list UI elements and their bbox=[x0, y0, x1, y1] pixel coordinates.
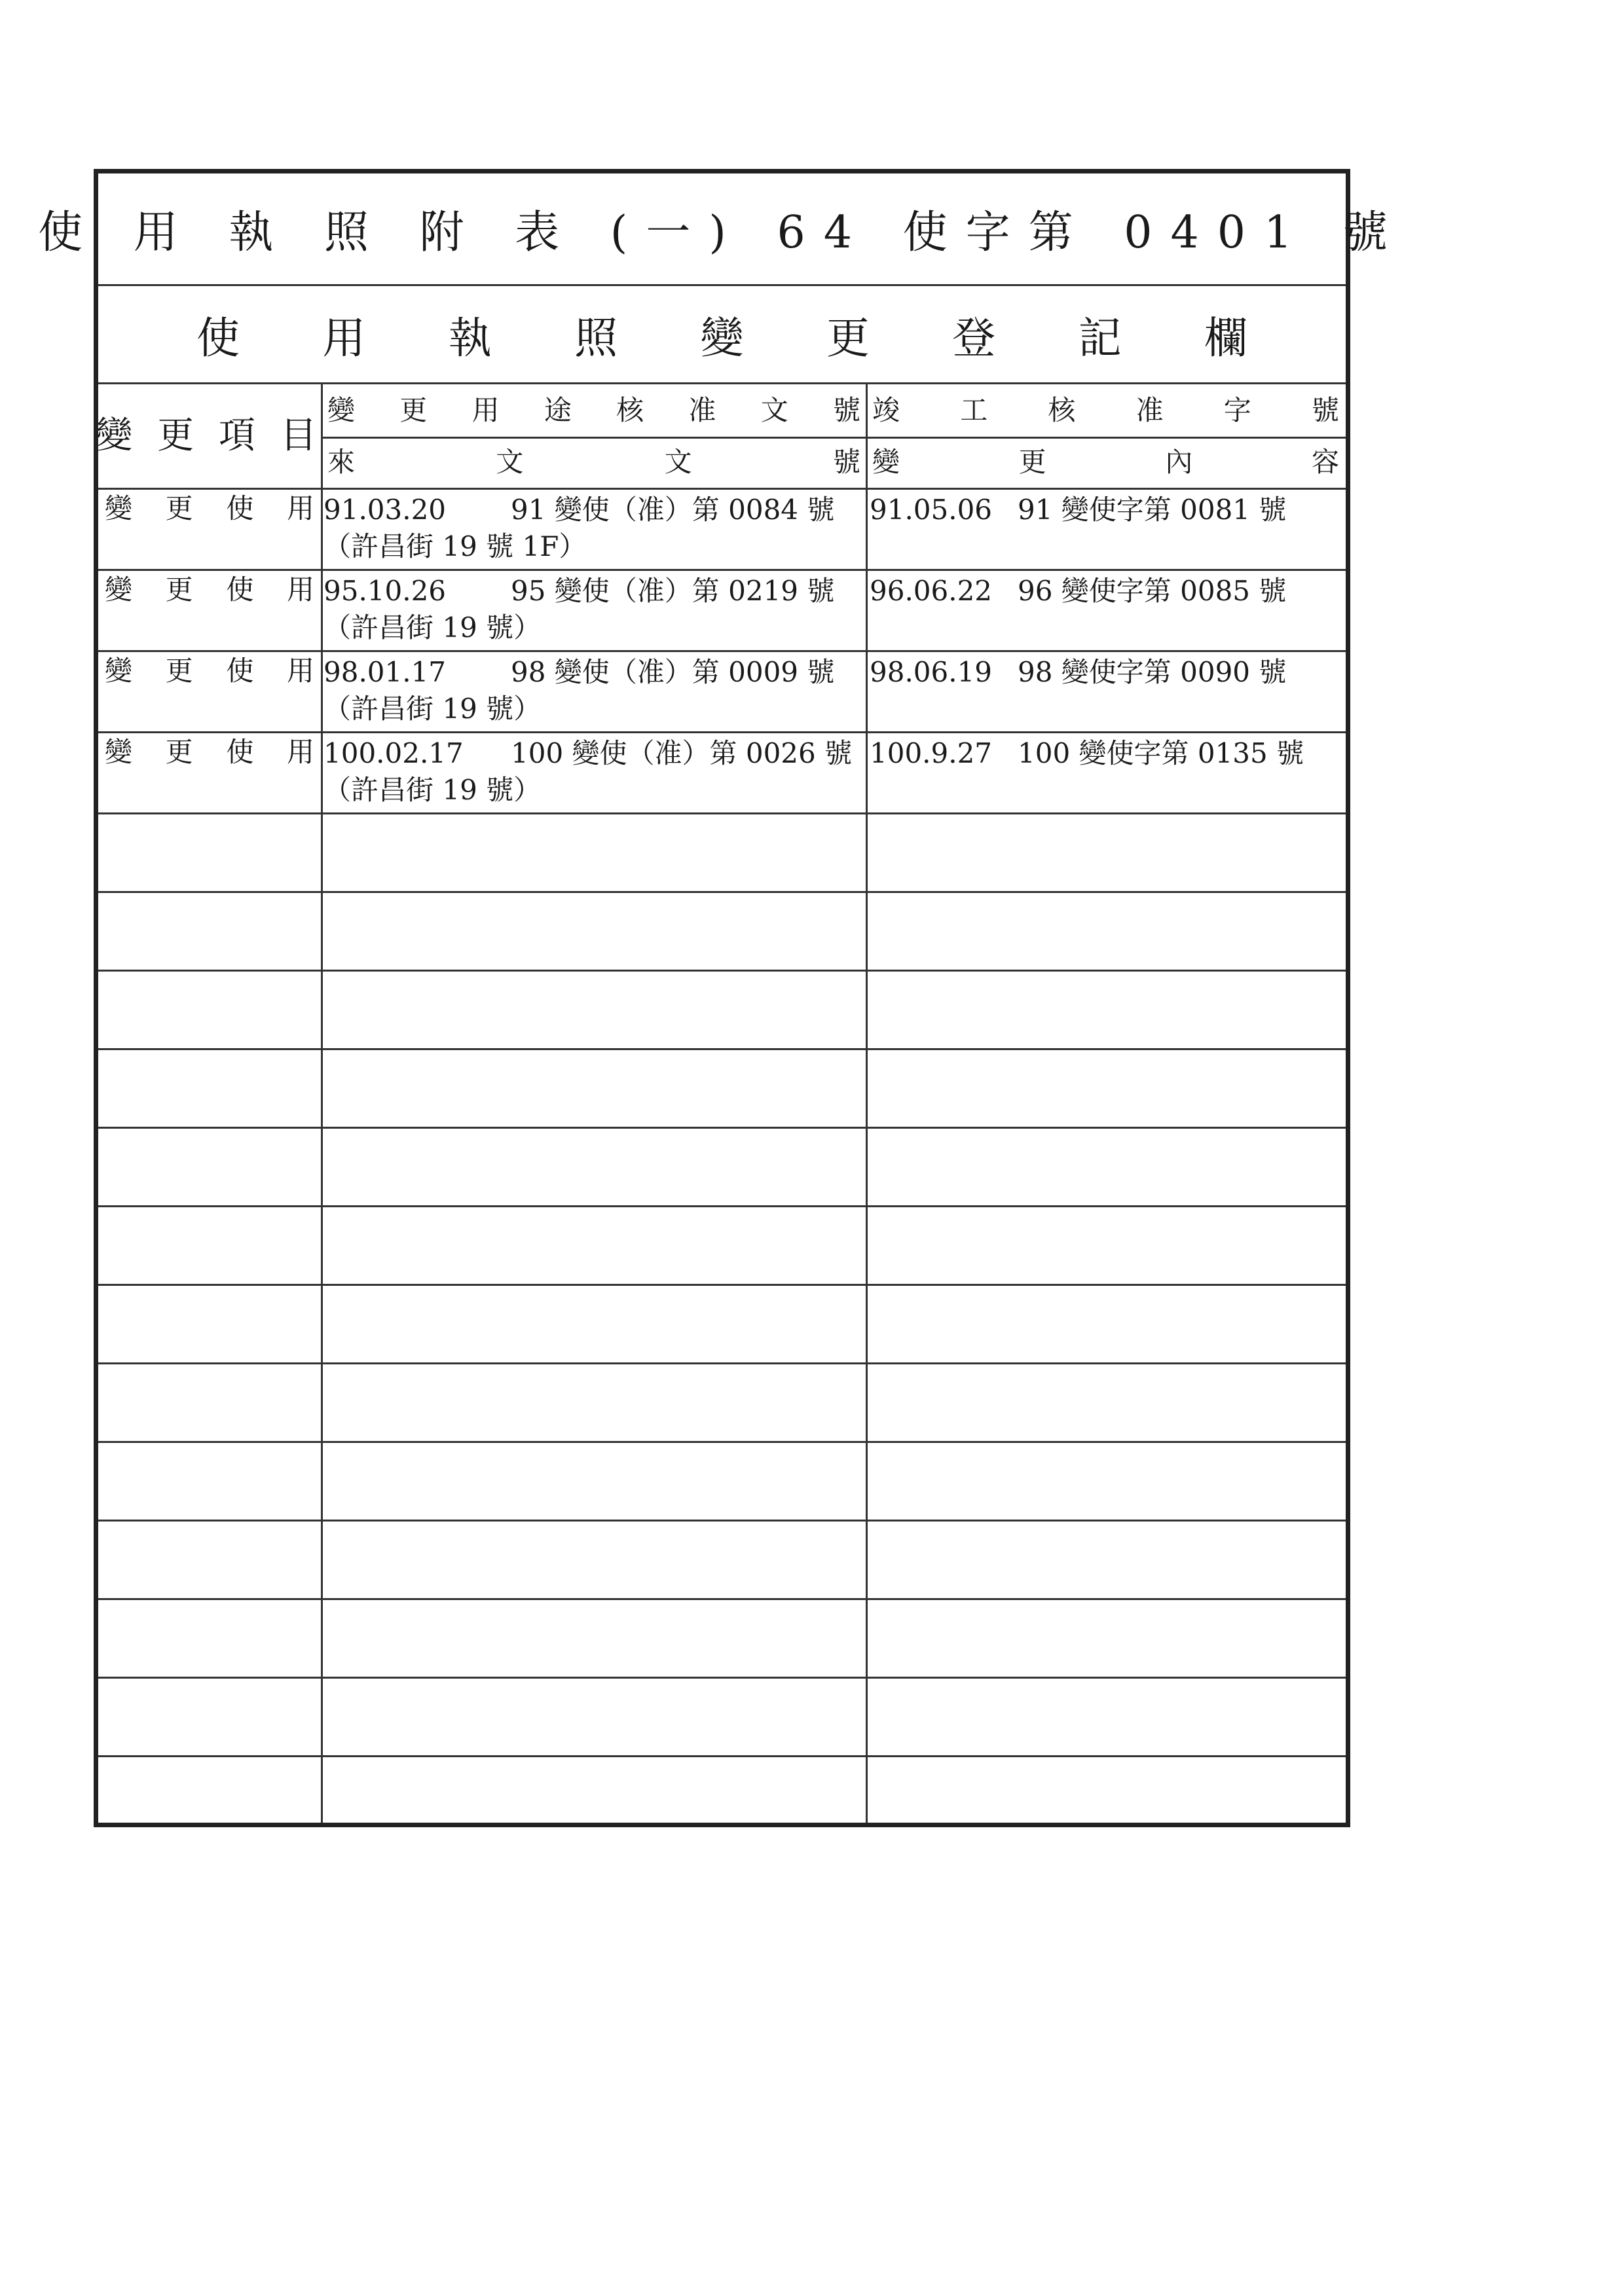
heading-char: 號 bbox=[832, 446, 860, 478]
heading-char: 更 bbox=[165, 655, 193, 687]
heading-char: 更 bbox=[165, 574, 193, 606]
heading-char: 容 bbox=[1311, 446, 1339, 478]
heading-char: 更 bbox=[1018, 446, 1046, 478]
heading-char: 用 bbox=[471, 394, 500, 426]
row-divider bbox=[98, 1755, 1346, 1757]
heading-char: 記 bbox=[1078, 313, 1122, 363]
heading-char: 照 bbox=[574, 313, 618, 363]
heading-char: 更 bbox=[399, 394, 428, 426]
form-title: 使 用 執 照 附 表 (一) 64 使字第 0401 號 bbox=[38, 207, 1406, 259]
row-divider bbox=[98, 1284, 1346, 1286]
record-item bbox=[101, 734, 318, 771]
heading-char: 內 bbox=[1165, 446, 1193, 478]
heading-char: 文 bbox=[760, 394, 788, 426]
record-approval-doc: 95 變使（准）第 0219 號 bbox=[511, 575, 835, 607]
heading-char: 准 bbox=[1135, 394, 1164, 426]
header-mid-line bbox=[321, 437, 1346, 439]
completion-approval-header bbox=[868, 384, 1343, 437]
record-item bbox=[101, 653, 318, 689]
record-completion-date: 91.05.06 bbox=[870, 494, 993, 526]
record-date: 98.01.17 bbox=[323, 656, 447, 688]
record-completion-date: 100.9.27 bbox=[870, 737, 993, 769]
heading-char: 途 bbox=[544, 394, 572, 426]
record-completion-doc: 96 變使字第 0085 號 bbox=[1018, 575, 1287, 607]
heading-char: 更 bbox=[826, 313, 870, 363]
row-divider bbox=[98, 650, 1346, 652]
heading-char: 使 bbox=[226, 736, 254, 768]
heading-char: 文 bbox=[496, 446, 524, 478]
record-address: （許昌街 19 號 1F） bbox=[323, 530, 587, 562]
record-item bbox=[101, 572, 318, 608]
column-divider bbox=[866, 384, 868, 1823]
heading-char: 執 bbox=[448, 313, 492, 363]
heading-char: 號 bbox=[1311, 394, 1339, 426]
column-divider bbox=[321, 384, 323, 1823]
row-divider bbox=[98, 1441, 1346, 1443]
form-subtitle bbox=[98, 303, 1346, 365]
heading-char: 更 bbox=[165, 736, 193, 768]
record-completion-doc: 98 變使字第 0090 號 bbox=[1018, 656, 1287, 688]
row-divider bbox=[98, 1520, 1346, 1522]
row-divider bbox=[98, 891, 1346, 893]
row-divider bbox=[98, 1362, 1346, 1364]
form-subtitle-row bbox=[98, 286, 1346, 384]
row-divider bbox=[98, 970, 1346, 972]
record-completion-doc: 100 變使字第 0135 號 bbox=[1018, 737, 1304, 769]
change-content-header bbox=[868, 437, 1343, 488]
heading-char: 准 bbox=[688, 394, 716, 426]
record-address: （許昌街 19 號） bbox=[323, 611, 542, 644]
heading-char: 欄 bbox=[1204, 313, 1247, 363]
heading-char: 用 bbox=[322, 313, 366, 363]
heading-char: 竣 bbox=[872, 394, 900, 426]
heading-char: 變 bbox=[105, 492, 133, 524]
record-date: 95.10.26 bbox=[323, 575, 447, 607]
record-date: 91.03.20 bbox=[323, 494, 447, 526]
header-bottom-line bbox=[98, 488, 1346, 490]
record-address: （許昌街 19 號） bbox=[323, 693, 542, 725]
heading-char: 號 bbox=[832, 394, 860, 426]
heading-char: 變 bbox=[105, 574, 133, 606]
record-completion-doc: 91 變使字第 0081 號 bbox=[1018, 494, 1287, 526]
heading-char: 用 bbox=[286, 655, 314, 687]
heading-char: 核 bbox=[616, 394, 644, 426]
row-divider bbox=[98, 731, 1346, 733]
heading-char: 更 bbox=[165, 492, 193, 524]
record-item bbox=[101, 490, 318, 527]
heading-char: 登 bbox=[952, 313, 996, 363]
heading-char: 使 bbox=[226, 655, 254, 687]
record-approval-doc: 91 變使（准）第 0084 號 bbox=[511, 494, 835, 526]
heading-char: 文 bbox=[664, 446, 692, 478]
form-title-row bbox=[38, 173, 1406, 286]
change-registration-table bbox=[98, 384, 1346, 1823]
record-completion-date: 98.06.19 bbox=[870, 656, 993, 688]
row-divider bbox=[98, 1048, 1346, 1050]
approval-doc-header bbox=[323, 384, 864, 437]
row-divider bbox=[98, 1677, 1346, 1679]
row-divider bbox=[98, 812, 1346, 814]
usage-license-appendix-form bbox=[38, 169, 1406, 1827]
heading-char: 變 bbox=[872, 446, 900, 478]
heading-char: 使 bbox=[196, 313, 240, 363]
heading-char: 核 bbox=[1048, 394, 1076, 426]
record-approval-doc: 98 變使（准）第 0009 號 bbox=[511, 656, 835, 688]
record-address: （許昌街 19 號） bbox=[323, 774, 542, 806]
heading-char: 工 bbox=[960, 394, 988, 426]
heading-char: 用 bbox=[286, 574, 314, 606]
row-divider bbox=[98, 1205, 1346, 1207]
row-divider bbox=[98, 1127, 1346, 1129]
record-completion-date: 96.06.22 bbox=[870, 575, 993, 607]
heading-char: 來 bbox=[327, 446, 356, 478]
heading-char: 變 bbox=[105, 736, 133, 768]
heading-char: 變 bbox=[327, 394, 356, 426]
heading-char: 用 bbox=[286, 736, 314, 768]
row-divider bbox=[98, 569, 1346, 571]
row-divider bbox=[98, 1598, 1346, 1600]
item-column-header: 變 更 項 目 bbox=[96, 414, 323, 457]
heading-char: 變 bbox=[105, 655, 133, 687]
record-date: 100.02.17 bbox=[323, 737, 464, 769]
heading-char: 使 bbox=[226, 492, 254, 524]
incoming-doc-header bbox=[323, 437, 864, 488]
heading-char: 變 bbox=[700, 313, 744, 363]
record-approval-doc: 100 變使（准）第 0026 號 bbox=[511, 737, 853, 769]
heading-char: 字 bbox=[1223, 394, 1251, 426]
heading-char: 使 bbox=[226, 574, 254, 606]
heading-char: 用 bbox=[286, 492, 314, 524]
